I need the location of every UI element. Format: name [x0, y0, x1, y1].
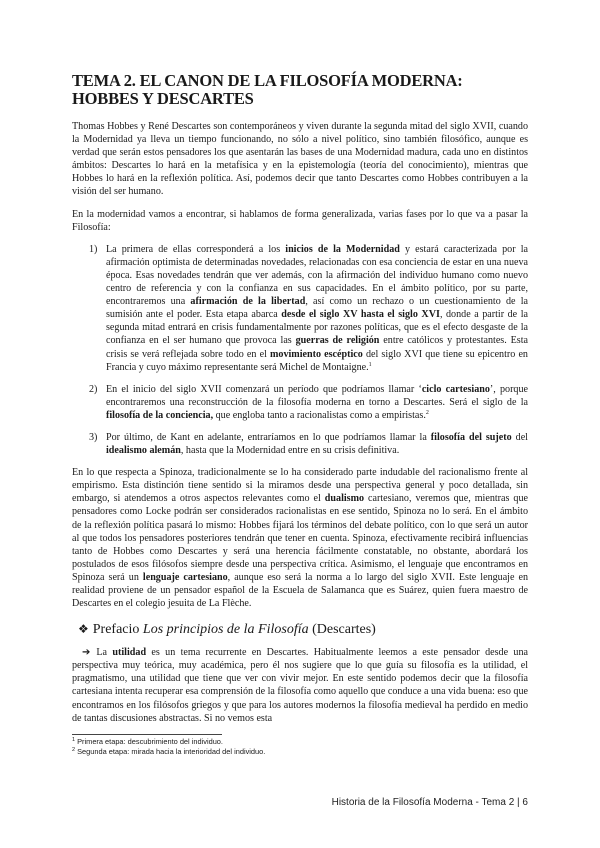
page-title: TEMA 2. EL CANON DE LA FILOSOFÍA MODERNA: HOBBES Y DESCARTES [72, 71, 463, 108]
document-page [72, 72, 528, 757]
diamond-bullet-icon: ❖ [78, 622, 89, 637]
footnote-divider [72, 734, 222, 735]
list-item: 3) Por último, de Kant en adelante, entraríamos en lo que podríamos llamar la filosofía del sujeto del idealismo alemán, hasta que la Modernidad entre en su crisis definitiva. [89, 431, 528, 457]
phases-intro-paragraph: En la modernidad vamos a encontrar, si hablamos de forma generalizada, varias fases por lo que va a pasar la Filosofía: [72, 208, 528, 233]
prefacio-paragraph: ➔ La utilidad es un tema recurrente en Descartes. Habitualmente leemos a este pensador desde una perspectiva muy teórica, muy académica, pero él nos sugiere que lo que guía su filosofía es la utilidad, el pragmatismo, una utilidad que tiene que ver con vivir mejor. En este sentido podemos decir que la filosofía cartesiana intenta recuperar esa comprensión de la filosofía como aquello que conduce a una vida buena: eso que encontramos en los filósofos griegos y que para los autores modernos la filosofía medieval ha perdido en medio de tantas discusiones abstractas. Si no vemos esta [72, 647, 528, 724]
list-item: 2) En el inicio del siglo XVII comenzará un período que podríamos llamar ‘ciclo cartesiano’, porque encontraremos una reconstrucción de la filosofía moderna en torno a Descartes. Será el siglo de la filosofía de la conciencia, que engloba tanto a racionalistas como a empiristas.$^2$ [89, 383, 529, 421]
footnote-ref[interactable]: 2 [425, 409, 429, 416]
list-item: 1) La primera de ellas corresponderá a los inicios de la Modernidad y estará caracterizada por la afirmación optimista de determinadas novedades, relacionadas con esa conciencia de estar en una nueva época. Esas novedades tendrán que ver además, con la afirmación del individuo humano como nuevo centro de referencia y con la confianza en sus capacidades. En el ámbito político, por su parte, encontraremos una afirmación de la libertad, así como un rechazo o un cuestionamiento de la sumisión ante el poder. Esta etapa abarca desde el siglo XV hasta el siglo XVI, donde a partir de la segunda mitad entrará en crisis fundamentalmente por razones políticas, que es el efecto desgaste de la confianza en el ser humano que provoca las guerras de religión entre católicos y protestantes. Esta crisis se verá reflejada sobre todo en el movimiento escéptico del siglo XVI que tiene su epicentro en Francia y cuyo máximo representante será Michel de Montaigne.$^1$ [89, 243, 529, 373]
page-footer: Historia de la Filosofía Moderna - Tema 2 | 6 [331, 797, 528, 808]
footnote-ref[interactable]: 1 [368, 361, 372, 368]
intro-paragraph: Thomas Hobbes y René Descartes son contemporáneos y viven durante la segunda mitad del siglo XVII, cuando la Modernidad ya lleva un tiempo funcionando, no sólo a nivel político, sino también filosófico, aunque es verdad que serán estos pensadores los que asentarán las bases de una Modernidad madura, cada uno en distintos ámbitos: Descartes lo hará en la metafísica y en la epistemología (teoría del conocimiento), mientras que Hobbes lo hará en la reflexión política. Así, podemos decir que tanto Descartes como Hobbes contribuyen a la visión del ser humano. [72, 121, 528, 198]
arrow-right-icon: ➔ [82, 647, 91, 659]
footnote: $^1$ Primera etapa: descubrimiento del individuo. [72, 736, 223, 746]
footnote: $^2$ Segunda etapa: mirada hacia la interioridad del individuo. [72, 746, 266, 756]
spinoza-paragraph: En lo que respecta a Spinoza, tradicionalmente se lo ha considerado parte indudable del racionalismo frente al empirismo. Esta distinción tiene sentido si la miramos desde una perspectiva general y poco detallada, sin embargo, si atendemos a otros aspectos relevantes como el dualismo cartesiano, veremos que, mientras que pensadores como Locke podrán ser considerados racionalistas en ese sentido, Spinoza no lo será. En el ámbito de la reflexión política pasará lo mismo: Hobbes fijará los términos del debate político, con lo que será un autor al que todos los pensadores posteriores tendrán que tener en cuenta. Spinoza, efectivamente recibirá influencias tanto de Hobbes como Descartes y será una herencia fácilmente constatable, no obstante, abordará los postulados de esos filósofos siempre desde una perspectiva crítica. Asimismo, el lenguaje que encontramos en Spinoza será un lenguaje cartesiano, aunque eso será la norma a lo largo del siglo XVII. Este lenguaje en realidad proviene de un pensador español de la Escuela de Salamanca que es Suárez, quien fuera maestro de Descartes en el colegio jesuita de La Flèche. [72, 467, 529, 610]
phases-list [72, 243, 528, 457]
footnotes [72, 737, 528, 757]
section-heading: ❖ Prefacio Los principios de la Filosofía (Descartes) [78, 622, 376, 638]
